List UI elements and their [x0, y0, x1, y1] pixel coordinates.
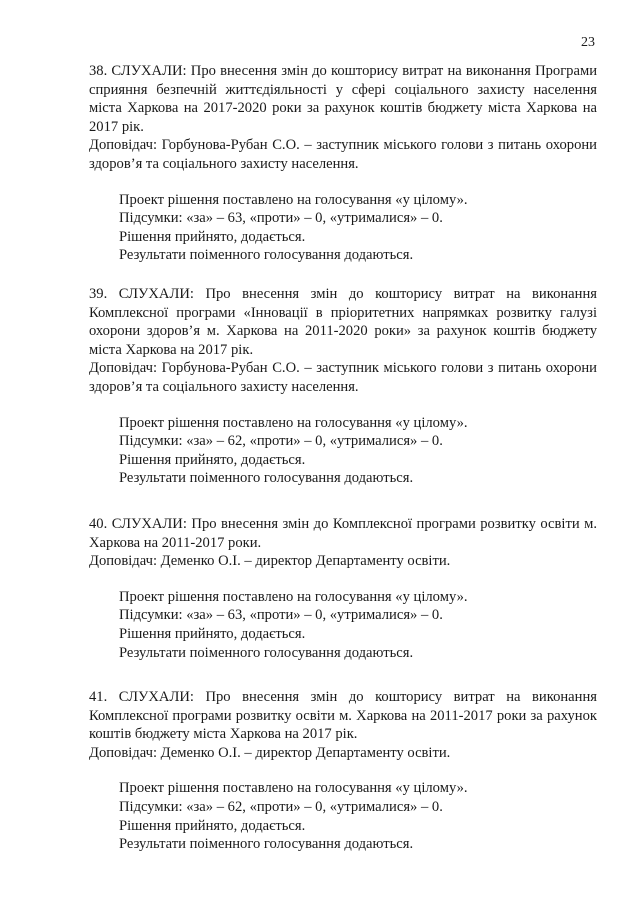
- voting-block: [89, 588, 597, 662]
- item-topic-text: Про внесення змін до кошторису витрат на виконання Комплексної програми розвитку освіти м. Харкова на 2011-2017 роки за рахунок коштів бюджету міста Харкова на 2017 рік.: [89, 689, 597, 743]
- item-topic: [89, 688, 597, 744]
- roll-call-text: Результати поіменного голосування додаються.: [119, 470, 414, 487]
- agenda-item-40: [89, 515, 597, 662]
- item-speaker: Доповідач: Деменко О.І. – директор Департаменту освіти.: [89, 553, 451, 570]
- agenda-item-39: [89, 285, 597, 488]
- voting-block: [89, 779, 597, 853]
- vote-text: Проект рішення поставлено на голосування «у цілому».: [119, 414, 468, 431]
- decision-text: Рішення прийнято, додається.: [119, 228, 306, 245]
- vote-results: Підсумки: «за» – 62, «проти» – 0, «утрималися» – 0.: [119, 433, 443, 450]
- item-topic-text: Про внесення змін до кошторису витрат на виконання Комплексної програми «Інновації в пріоритетних напрямках розвитку галузі охорони здоров’я м. Харкова на 2011-2020 роки» за рахунок коштів бюджету міста Харкова на 2017 рік.: [89, 286, 597, 358]
- voting-block: [89, 191, 597, 265]
- page-number: 23: [581, 35, 595, 50]
- decision-text: Рішення прийнято, додається.: [119, 817, 306, 834]
- roll-call-text: Результати поіменного голосування додаються.: [119, 247, 414, 264]
- item-speaker: Доповідач: Деменко О.І. – директор Департаменту освіти.: [89, 744, 451, 761]
- vote-results: Підсумки: «за» – 62, «проти» – 0, «утрималися» – 0.: [119, 798, 443, 815]
- agenda-item-41: [89, 688, 597, 854]
- item-heading: 39. СЛУХАЛИ:: [89, 286, 194, 302]
- item-topic: [89, 285, 597, 359]
- decision-text: Рішення прийнято, додається.: [119, 625, 306, 642]
- agenda-item-38: [89, 62, 597, 265]
- vote-results: Підсумки: «за» – 63, «проти» – 0, «утрималися» – 0.: [119, 607, 443, 624]
- item-heading: 40. СЛУХАЛИ:: [89, 516, 187, 532]
- roll-call-text: Результати поіменного голосування додаються.: [119, 644, 414, 661]
- item-speaker: Доповідач: Горбунова-Рубан С.О. – заступник міського голови з питань охорони здоров’я та соціального захисту населення.: [89, 360, 597, 395]
- item-topic-text: Про внесення змін до Комплексної програми розвитку освіти м. Харкова на 2011-2017 роки.: [89, 516, 598, 551]
- vote-text: Проект рішення поставлено на голосування «у цілому».: [119, 191, 468, 208]
- voting-block: [89, 414, 597, 488]
- roll-call-text: Результати поіменного голосування додаються.: [119, 836, 414, 853]
- decision-text: Рішення прийнято, додається.: [119, 451, 306, 468]
- vote-text: Проект рішення поставлено на голосування «у цілому».: [119, 780, 468, 797]
- vote-text: Проект рішення поставлено на голосування «у цілому».: [119, 588, 468, 605]
- item-speaker: Доповідач: Горбунова-Рубан С.О. – заступник міського голови з питань охорони здоров’я та соціального захисту населення.: [89, 137, 597, 172]
- vote-results: Підсумки: «за» – 63, «проти» – 0, «утрималися» – 0.: [119, 210, 443, 227]
- item-topic: [89, 515, 597, 552]
- item-heading: 38. СЛУХАЛИ:: [89, 63, 187, 79]
- item-heading: 41. СЛУХАЛИ:: [89, 689, 194, 705]
- item-topic-text: Про внесення змін до кошторису витрат на виконання Програми сприяння безпечній життєдіяльності у сфері соціального захисту населення міста Харкова на 2017-2020 роки за рахунок коштів бюджету міста Харкова на 2017 рік.: [89, 63, 598, 135]
- item-topic: [89, 62, 597, 136]
